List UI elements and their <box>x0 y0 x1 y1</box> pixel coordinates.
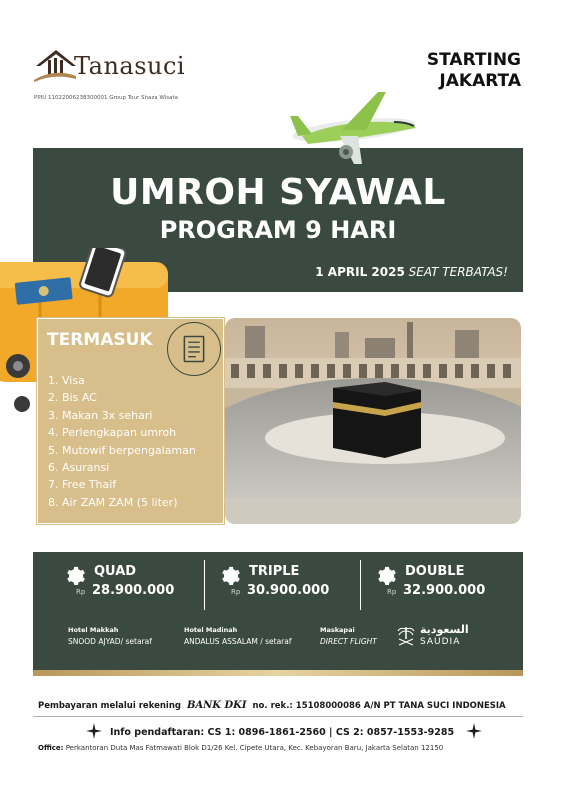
divider <box>360 560 361 610</box>
gear-icon <box>219 565 241 587</box>
departure-date: 1 APRIL 2025 <box>315 265 405 279</box>
currency-label: Rp <box>76 588 86 596</box>
list-item: 8. Air ZAM ZAM (5 liter) <box>48 495 178 509</box>
starting-line2: JAKARTA <box>439 71 521 91</box>
license-text: PPIU 11022006238300001 Group Tour Shaza Wisata <box>34 95 179 101</box>
package-price: 30.900.000 <box>247 583 330 598</box>
divider <box>204 560 205 610</box>
departure-city <box>427 50 521 92</box>
registration-contact: Info pendaftaran: CS 1: 0896-1861-2560 | CS 2: 0857-1553-9285 <box>110 727 455 738</box>
airline-value: DIRECT FLIGHT <box>320 637 377 646</box>
currency-label: Rp <box>231 588 241 596</box>
bank-name: BANK DKI <box>186 700 247 711</box>
package-name: QUAD <box>94 564 137 579</box>
hotel-makkah-label: Hotel Makkah <box>68 626 119 634</box>
list-item: 1. Visa <box>48 374 85 387</box>
office-label: Office: <box>38 744 64 752</box>
house-logo-icon <box>34 46 78 82</box>
package-quad <box>64 562 194 610</box>
package-price: 32.900.000 <box>403 583 486 598</box>
airline-label: Maskapai <box>320 626 355 634</box>
bank-info <box>38 700 506 711</box>
kaaba-photo <box>225 318 521 524</box>
brand-logo <box>34 46 184 86</box>
list-item: 3. Makan 3x sehari <box>48 408 153 422</box>
package-double <box>375 562 505 610</box>
bank-account: no. rek.: 15108000086 A/N PT TANA SUCI INDONESIA <box>252 701 506 711</box>
package-triple <box>219 562 349 610</box>
sparkle-icon <box>466 723 482 739</box>
airline <box>320 626 377 646</box>
gear-icon <box>375 565 397 587</box>
list-item: 2. Bis AC <box>48 391 97 405</box>
package-price: 28.900.000 <box>92 583 175 598</box>
gear-icon <box>64 565 86 587</box>
package-name: DOUBLE <box>405 564 465 579</box>
palm-swords-icon <box>396 625 416 649</box>
bank-prefix: Pembayaran melalui rekening <box>38 701 181 711</box>
list-item: 4. Perlengkapan umroh <box>48 426 177 440</box>
hero-title: UMROH SYAWAL <box>110 172 446 213</box>
footer-rule <box>33 716 523 717</box>
list-item: 7. Free Thaif <box>48 478 117 492</box>
includes-list <box>48 372 196 511</box>
currency-label: Rp <box>387 588 397 596</box>
airplane-icon <box>282 86 422 170</box>
saudia-english: SAUDIA <box>420 637 461 647</box>
hotel-makkah-value: SNOOD AJYAD/ setaraf <box>68 637 152 646</box>
document-list-icon <box>167 322 221 376</box>
list-item: 6. Asuransi <box>48 461 110 475</box>
saudia-logo <box>396 625 492 651</box>
sparkle-icon <box>86 723 102 739</box>
office-address-text: Perkantoran Duta Mas Fatmawati Blok D1/26 Kel. Cipete Utara, Kec. Kebayoran Baru, Jakarta Selatan 12150 <box>65 744 444 752</box>
hero-subtitle: PROGRAM 9 HARI <box>159 216 397 244</box>
hero-date-line <box>240 265 508 279</box>
starting-line1: STARTING <box>426 50 521 70</box>
hotel-madinah-value: ANDALUS ASSALAM / setaraf <box>184 637 292 646</box>
includes-title: TERMASUK <box>47 330 153 350</box>
hotel-makkah <box>68 626 152 646</box>
saudia-arabic: السعودية <box>420 623 469 636</box>
seat-note: SEAT TERBATAS! <box>408 265 508 279</box>
list-item: 5. Mutowif berpengalaman <box>48 443 196 457</box>
hotel-madinah-label: Hotel Madinah <box>184 626 238 634</box>
package-name: TRIPLE <box>249 564 300 579</box>
office-address <box>38 744 443 752</box>
hotel-madinah <box>184 626 292 646</box>
gold-divider <box>33 670 523 676</box>
brand-name: Tanasuci <box>74 52 186 80</box>
